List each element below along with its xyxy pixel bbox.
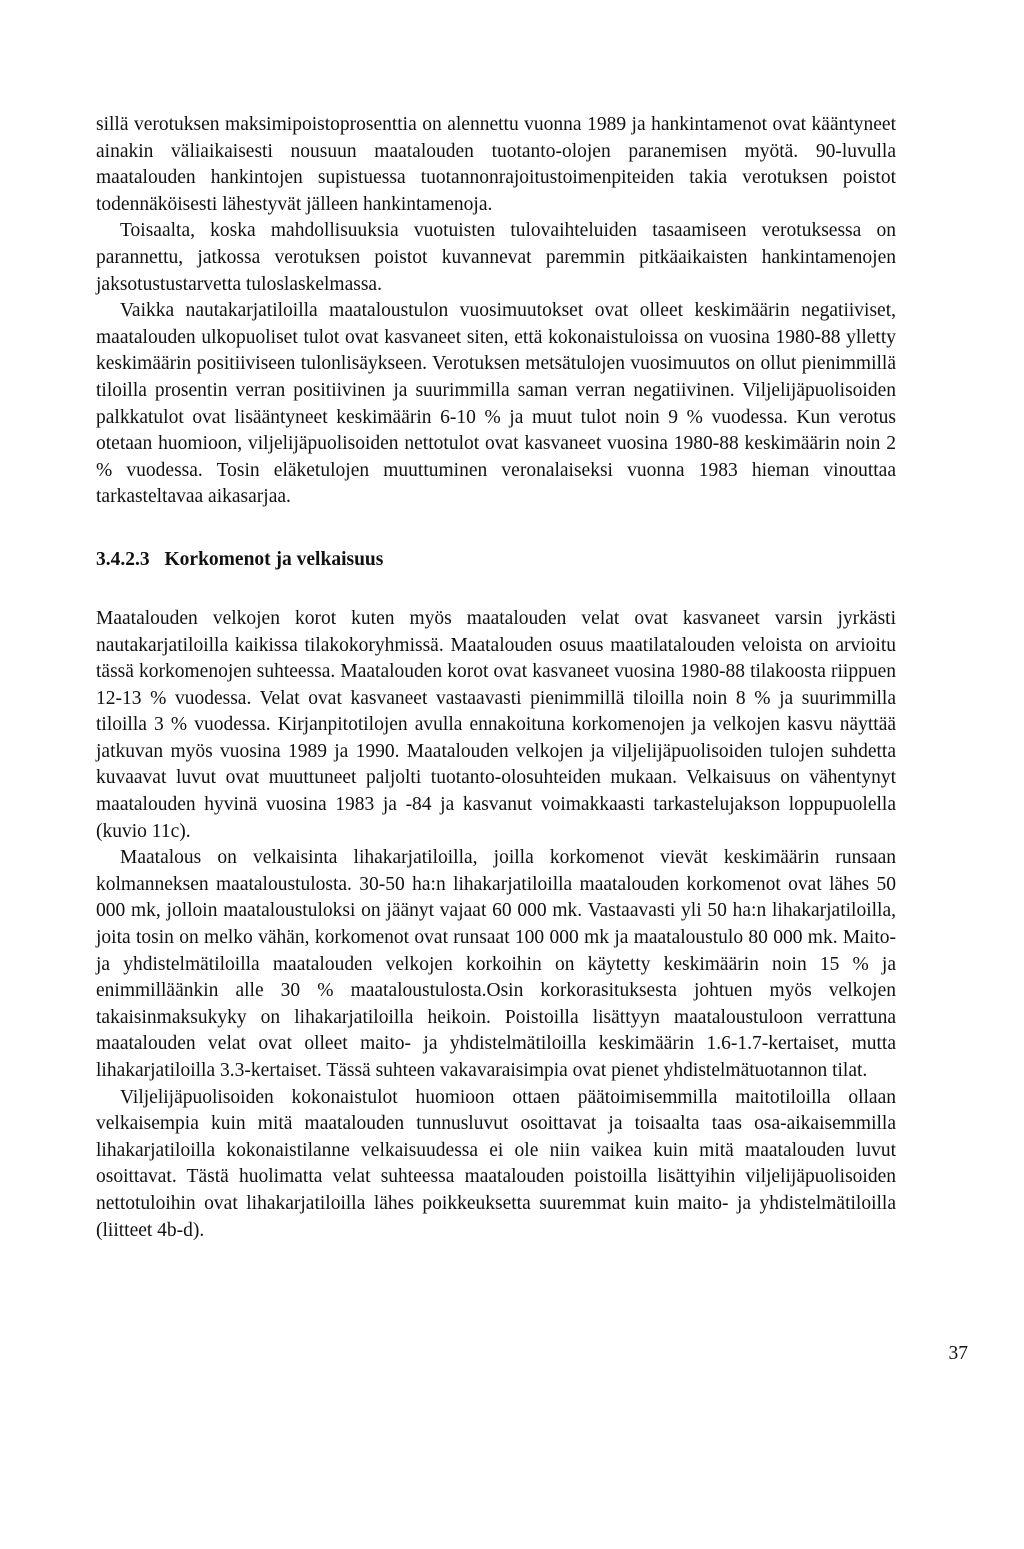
- section-number: 3.4.2.3: [96, 548, 150, 570]
- paragraph-2: Toisaalta, koska mahdollisuuksia vuotuisten tulovaihteluiden tasaamiseen verotuksessa on parannettu, jatkossa verotuksen poistot kuvannevat paremmin pitkäaikaisten hankintamenojen jaksotustustarvetta tuloslaskelmassa.: [96, 220, 896, 295]
- page-number: 37: [948, 1343, 968, 1364]
- section-heading: [96, 547, 896, 573]
- section-title: Korkomenot ja velkaisuus: [164, 548, 384, 570]
- page-content: [96, 112, 968, 1364]
- paragraph-1: sillä verotuksen maksimipoistoprosenttia on alennettu vuonna 1989 ja hankintamenot ovat kääntyneet ainakin väliaikaisesti nousuun maatalouden tuotanto-olojen paranemisen myötä. 90-luvulla maatalouden hankintojen supistuessa tuotannonrajoitustoimenpiteiden takia verotuksen poistot todennäköisesti lähestyvät jälleen hankintamenoja.: [96, 114, 896, 215]
- paragraph-3: Vaikka nautakarjatiloilla maataloustulon vuosimuutokset ovat olleet keskimäärin negatiiviset, maatalouden ulkopuoliset tulot ovat kasvaneet siten, että kokonaistuloissa on vuosina 1980-88 ylletty keskimäärin positiiviseen tulonlisäykseen. Verotuksen metsätulojen vuosimuutos on ollut pienimmillä tiloilla prosentin verran positiivinen ja suurimmilla saman verran negatiivinen. Viljelijäpuolisoiden palkkatulot ovat lisääntyneet keskimäärin 6-10 % ja muut tulot noin 9 % vuodessa. Kun verotus otetaan huomioon, viljelijäpuolisoiden nettotulot ovat kasvaneet vuosina 1980-88 keskimäärin noin 2 % vuodessa. Tosin eläketulojen muuttuminen veronalaiseksi vuonna 1983 hieman vinouttaa tarkasteltavaa aikasarjaa.: [96, 300, 896, 508]
- paragraph-4: Maatalouden velkojen korot kuten myös maatalouden velat ovat kasvaneet varsin jyrkästi nautakarjatiloilla kaikissa tilakokoryhmissä. Maatalouden osuus maatilatalouden veloista on arvioitu tässä korkomenojen suhteessa. Maatalouden korot ovat kasvaneet vuosina 1980-88 tilakoosta riippuen 12-13 % vuodessa. Velat ovat kasvaneet vastaavasti pienimmillä tiloilla noin 8 % ja suurimmilla tiloilla 3 % vuodessa. Kirjanpitotilojen avulla ennakoituna korkomenojen ja velkojen kasvu näyttää jatkuvan myös vuosina 1989 ja 1990. Maatalouden velkojen ja viljelijäpuolisoiden tulojen suhdetta kuvaavat luvut ovat muuttuneet paljolti tuotanto-olosuhteiden mukaan. Velkaisuus on vähentynyt maatalouden hyvinä vuosina 1983 ja -84 ja kasvanut voimakkaasti tarkastelujakson loppupuolella (kuvio 11c).: [96, 607, 896, 842]
- paragraph-5: Maatalous on velkaisinta lihakarjatiloilla, joilla korkomenot vievät keskimäärin runsaan kolmanneksen maataloustulosta. 30-50 ha:n lihakarjatiloilla maatalouden korkomenot ovat lähes 50 000 mk, jolloin maataloustuloksi on jäänyt vajaat 60 000 mk. Vastaavasti yli 50 ha:n lihakarjatiloilla, joita tosin on melko vähän, korkomenot ovat runsaat 100 000 mk ja maataloustulo 80 000 mk. Maito- ja yhdistelmätiloilla maatalouden velkojen korkoihin on käytetty keskimäärin noin 15 % ja enimmilläänkin alle 30 % maataloustulosta.Osin korkorasituksesta johtuen myös velkojen takaisinmaksukyky on lihakarjatiloilla heikoin. Poistoilla lisättyyn maataloustuloon verrattuna maatalouden velat ovat olleet maito- ja yhdistelmätiloilla keskimäärin 1.6-1.7-kertaiset, mutta lihakarjatiloilla 3.3-kertaiset. Tässä suhteen vakavaraisimpia ovat pienet yhdistelmätuotannon tilat.: [96, 847, 896, 1081]
- paragraph-6: Viljelijäpuolisoiden kokonaistulot huomioon ottaen päätoimisemmilla maitotiloilla ollaan velkaisempia kuin mitä maatalouden tunnusluvut osoittavat ja toisaalta taas osa-aikaisemmilla lihakarjatiloilla kokonaistilanne velkaisuudessa ei ole niin vaikea kuin mitä maatalouden luvut osoittavat. Tästä huolimatta velat suhteessa maatalouden poistoilla lisättyihin viljelijäpuolisoiden nettotuloihin ovat lihakarjatiloilla lähes poikkeuksetta suuremmat kuin maito- ja yhdistelmätiloilla (liitteet 4b-d).: [96, 1086, 896, 1241]
